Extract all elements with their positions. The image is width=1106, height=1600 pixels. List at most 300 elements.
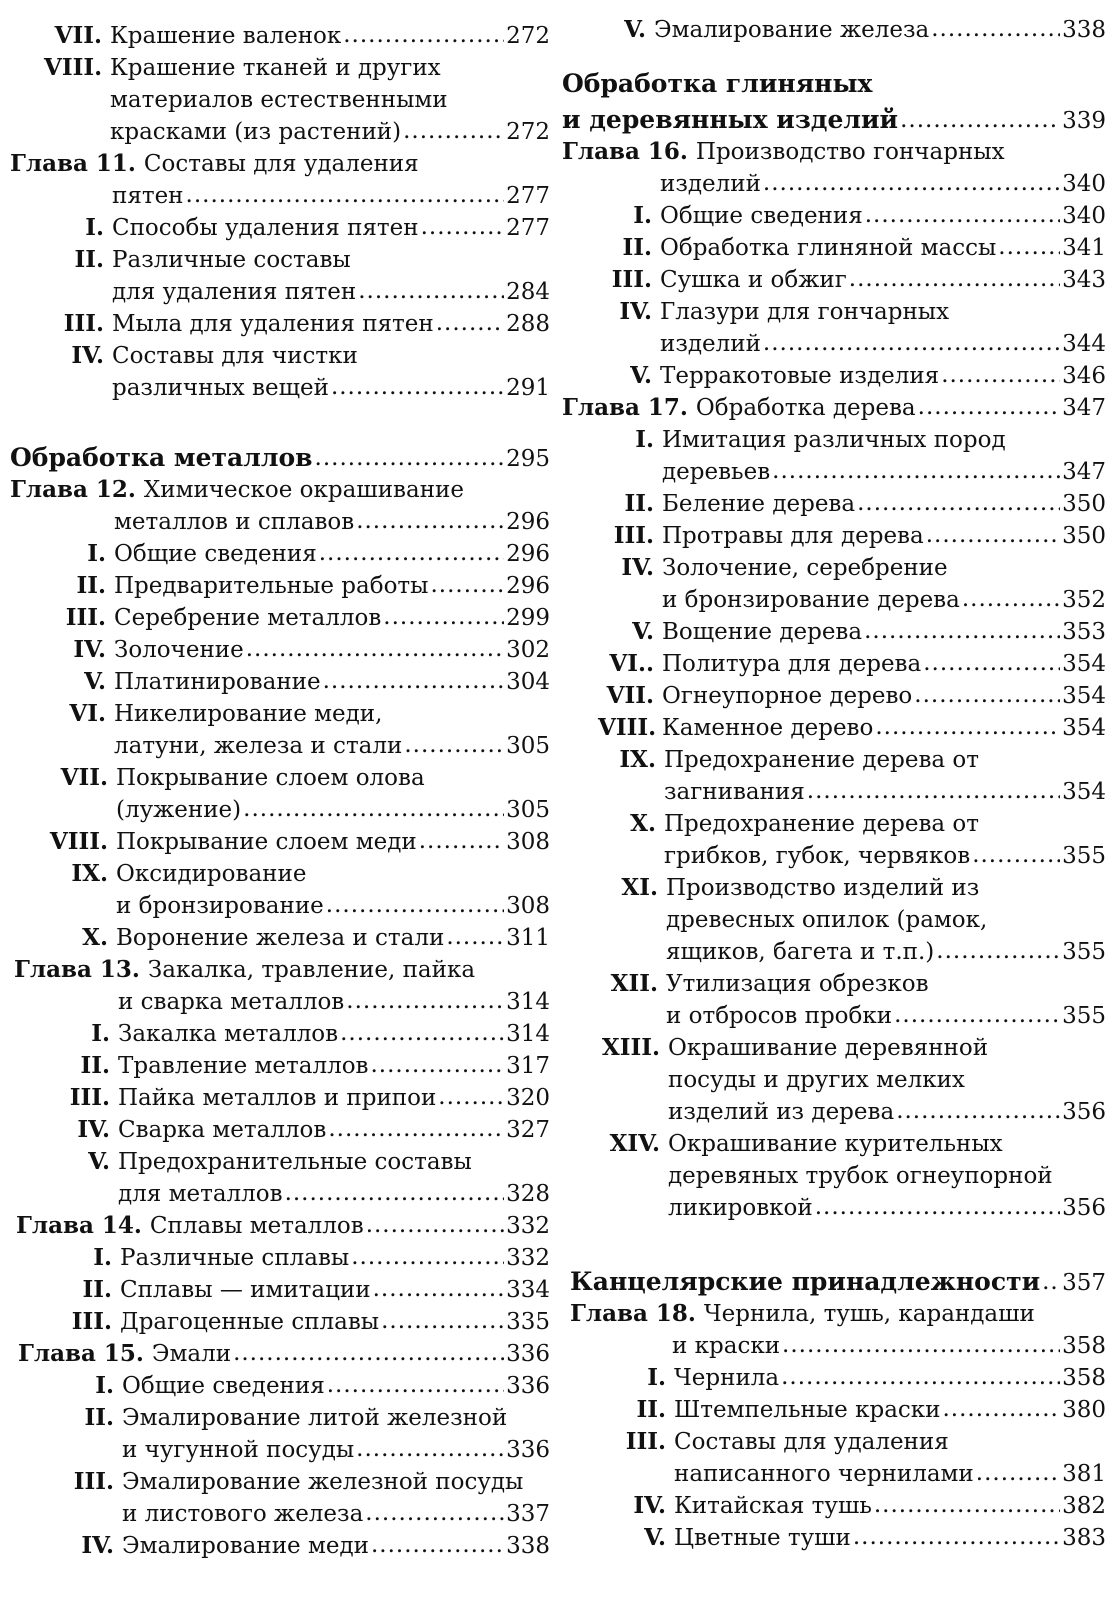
entry-title: Огнеупорное дерево — [662, 683, 913, 709]
entry-title: для металлов — [118, 1181, 283, 1207]
dot-leader — [896, 1095, 1060, 1127]
dot-leader — [972, 839, 1060, 871]
toc-entry — [0, 634, 550, 666]
section-number: II. — [80, 1052, 110, 1079]
page-number: 353 — [1062, 619, 1106, 645]
entry-title: Мыла для удаления пятен — [112, 311, 434, 337]
toc-entry — [562, 712, 1106, 744]
dot-leader — [328, 1113, 504, 1145]
entry-title: ликировкой — [668, 1195, 813, 1221]
entry-title: Золочение, серебрение — [662, 555, 948, 581]
entry-title: Политура для дерева — [662, 651, 922, 677]
page-number: 320 — [506, 1085, 550, 1111]
section-number: III. — [63, 310, 104, 337]
entry-title: ящиков, багета и т.п.) — [666, 939, 935, 965]
section-number: III. — [69, 1084, 110, 1111]
entry-title: Окрашивание курительных — [668, 1131, 1003, 1157]
dot-leader — [358, 275, 504, 307]
toc-entry — [0, 986, 550, 1018]
entry-title: и листового железа — [122, 1501, 364, 1527]
section-number: II. — [624, 490, 654, 517]
toc-entry — [562, 456, 1106, 488]
page-number: 354 — [1062, 683, 1106, 709]
entry-title: Драгоценные сплавы — [120, 1309, 380, 1335]
toc-entry — [562, 232, 1106, 264]
dot-leader — [864, 615, 1060, 647]
toc-entry — [0, 698, 550, 730]
dot-leader — [857, 487, 1060, 519]
section-number: I. — [635, 426, 654, 453]
dot-leader — [246, 633, 504, 665]
entry-title: Покрывание слоем меди — [116, 829, 417, 855]
toc-entry — [562, 1490, 1106, 1522]
entry-title: для удаления пятен — [112, 279, 357, 305]
section-number: IV. — [633, 1492, 666, 1519]
page-number: 347 — [1062, 395, 1106, 421]
entry-title: Эмалирование меди — [122, 1533, 369, 1559]
entry-title: Китайская тушь — [674, 1493, 872, 1519]
dot-leader — [763, 327, 1060, 359]
dot-leader — [923, 647, 1060, 679]
entry-title: Глазури для гончарных — [660, 299, 950, 325]
entry-title: Производство изделий из — [666, 875, 980, 901]
section-number: IV. — [77, 1116, 110, 1143]
toc-entry — [0, 1306, 550, 1338]
entry-title: Никелирование меди, — [114, 701, 383, 727]
toc-entry — [0, 1050, 550, 1082]
entry-title: Обработка дерева — [695, 395, 916, 421]
entry-title: Штемпельные краски — [674, 1397, 941, 1423]
dot-leader — [326, 889, 504, 921]
page-number: 355 — [1062, 843, 1106, 869]
section-number: I. — [91, 1020, 110, 1047]
page-number: 311 — [506, 925, 550, 951]
toc-entry — [562, 1458, 1106, 1490]
toc-entry — [562, 1330, 1106, 1362]
toc-entry — [0, 1338, 550, 1370]
dot-leader — [998, 231, 1060, 263]
entry-title: Покрывание слоем олова — [116, 765, 425, 791]
section-number: V. — [632, 618, 654, 645]
section-number: VIII. — [44, 54, 103, 81]
toc-entry — [562, 1362, 1106, 1394]
entry-title: Сварка металлов — [118, 1117, 327, 1143]
entry-title: изделий — [660, 331, 761, 357]
toc-entry — [562, 1096, 1106, 1128]
page-number: 337 — [506, 1501, 550, 1527]
entry-title: Предварительные работы — [114, 573, 429, 599]
toc-entry — [0, 1370, 550, 1402]
part-heading: Обработка глиняных — [562, 69, 873, 98]
dot-leader — [446, 921, 504, 953]
section-number: I. — [647, 1364, 666, 1391]
page-number: 347 — [1062, 459, 1106, 485]
page-number: 358 — [1062, 1365, 1106, 1391]
entry-title: и краски — [672, 1333, 781, 1359]
toc-entry — [0, 52, 550, 84]
page-number: 336 — [506, 1341, 550, 1367]
page-number: 346 — [1062, 363, 1106, 389]
toc-entry — [0, 116, 550, 148]
toc-entry — [0, 1466, 550, 1498]
page-number: 380 — [1062, 1397, 1106, 1423]
section-number: I. — [93, 1244, 112, 1271]
page-number: 340 — [1062, 203, 1106, 229]
page-number: 272 — [506, 23, 550, 49]
dot-leader — [404, 729, 504, 761]
toc-entry — [0, 1242, 550, 1274]
entry-title: древесных опилок (рамок, — [666, 907, 988, 933]
page-number: 296 — [506, 573, 550, 599]
dot-leader — [865, 199, 1060, 231]
chapter-number: Глава 18. — [570, 1300, 696, 1327]
entry-title: Каменное дерево — [662, 715, 874, 741]
toc-entry — [562, 14, 1106, 46]
toc-entry — [0, 20, 550, 52]
entry-title: Вощение дерева — [662, 619, 863, 645]
toc-entry — [562, 200, 1106, 232]
entry-title: Эмалирование железной посуды — [122, 1469, 524, 1495]
page-number: 277 — [506, 183, 550, 209]
chapter-number: Глава 12. — [10, 476, 136, 503]
page-number: 354 — [1062, 779, 1106, 805]
section-number: XI. — [621, 874, 658, 901]
page-number: 340 — [1062, 171, 1106, 197]
toc-entry — [0, 372, 550, 404]
page-number: 328 — [506, 1181, 550, 1207]
dot-leader — [419, 825, 504, 857]
page-number: 299 — [506, 605, 550, 631]
dot-leader — [914, 679, 1060, 711]
dot-leader — [807, 775, 1060, 807]
toc-entry — [562, 872, 1106, 904]
toc-entry — [562, 968, 1106, 1000]
dot-leader — [941, 359, 1060, 391]
entry-title: Травление металлов — [118, 1053, 369, 1079]
toc-entry — [562, 1064, 1106, 1096]
dot-leader — [371, 1529, 504, 1561]
entry-title: Эмалирование литой железной — [122, 1405, 508, 1431]
page-number: 357 — [1062, 1270, 1106, 1296]
entry-title: Беление дерева — [662, 491, 856, 517]
chapter-number: Глава 15. — [18, 1340, 144, 1367]
toc-entry — [0, 244, 550, 276]
page-number: 381 — [1062, 1461, 1106, 1487]
toc-entry — [0, 666, 550, 698]
section-number: III. — [73, 1468, 114, 1495]
section-number: III. — [625, 1428, 666, 1455]
toc-entry — [562, 1266, 1106, 1298]
toc-entry — [0, 762, 550, 794]
part-heading: и деревянных изделий — [562, 105, 899, 134]
entry-title: Окрашивание деревянной — [668, 1035, 989, 1061]
page-number: 352 — [1062, 587, 1106, 613]
entry-title: Предохранение дерева от — [664, 811, 979, 837]
page-number: 284 — [506, 279, 550, 305]
section-number: IV. — [81, 1532, 114, 1559]
dot-leader — [943, 1393, 1061, 1425]
toc-entry — [562, 552, 1106, 584]
entry-title: и сварка металлов — [118, 989, 345, 1015]
toc-entry — [562, 808, 1106, 840]
dot-leader — [366, 1209, 504, 1241]
dot-leader — [918, 391, 1060, 423]
page-number: 344 — [1062, 331, 1106, 357]
entry-title: различных вещей — [112, 375, 329, 401]
dot-leader — [356, 1433, 504, 1465]
toc-entry — [0, 890, 550, 922]
section-number: I. — [85, 214, 104, 241]
toc-entry — [562, 744, 1106, 776]
entry-title: Различные сплавы — [120, 1245, 350, 1271]
section-number: IV. — [73, 636, 106, 663]
section-number: VIII. — [49, 828, 108, 855]
toc-entry — [0, 212, 550, 244]
toc-entry — [0, 794, 550, 826]
section-number: V. — [624, 16, 646, 43]
entry-title: Имитация различных пород — [662, 427, 1006, 453]
dot-leader — [772, 455, 1060, 487]
page-number: 296 — [506, 541, 550, 567]
section-number: XII. — [610, 970, 658, 997]
entry-title: пятен — [112, 183, 184, 209]
entry-title: деревяных трубок огнеупорной — [668, 1163, 1053, 1189]
entry-title: Химическое окрашивание — [143, 477, 464, 503]
page-number: 356 — [1062, 1195, 1106, 1221]
entry-title: Цветные туши — [674, 1525, 851, 1551]
toc-entry — [0, 1178, 550, 1210]
entry-title: Золочение — [114, 637, 244, 663]
entry-title: Крашение валенок — [110, 23, 342, 49]
page-number: 355 — [1062, 1003, 1106, 1029]
entry-title: Различные составы — [112, 247, 351, 273]
entry-title: и бронзирование — [116, 893, 324, 919]
page-number: 358 — [1062, 1333, 1106, 1359]
toc-entry — [0, 1210, 550, 1242]
page-number: 308 — [506, 829, 550, 855]
section-number: V. — [644, 1524, 666, 1551]
section-number: X. — [82, 924, 108, 951]
toc-entry — [562, 840, 1106, 872]
section-number: XIII. — [601, 1034, 660, 1061]
toc-entry — [562, 360, 1106, 392]
entry-title: Составы для удаления — [143, 151, 419, 177]
entry-title: и бронзирование дерева — [662, 587, 960, 613]
chapter-number: Глава 14. — [16, 1212, 142, 1239]
section-number: III. — [611, 266, 652, 293]
entry-title: Предохранительные составы — [118, 1149, 472, 1175]
entry-title: Сплавы металлов — [149, 1213, 364, 1239]
page-number: 350 — [1062, 523, 1106, 549]
chapter-number: Глава 17. — [562, 394, 688, 421]
dot-leader — [356, 505, 504, 537]
entry-title: изделий из дерева — [668, 1099, 895, 1125]
section-number: X. — [630, 810, 656, 837]
page-number: 304 — [506, 669, 550, 695]
entry-title: Эмалирование железа — [654, 17, 930, 43]
toc-entry — [0, 442, 550, 474]
dot-leader — [383, 601, 504, 633]
toc-entry — [562, 1394, 1106, 1426]
section-number: II. — [622, 234, 652, 261]
page-number: 314 — [506, 989, 550, 1015]
toc-entry — [0, 1530, 550, 1562]
entry-title: Пайка металлов и припои — [118, 1085, 437, 1111]
section-number: II. — [636, 1396, 666, 1423]
entry-title: Общие сведения — [660, 203, 863, 229]
toc-entry — [0, 730, 550, 762]
section-number: IV. — [71, 342, 104, 369]
dot-leader — [319, 537, 504, 569]
toc-entry — [562, 936, 1106, 968]
toc-entry — [562, 392, 1106, 424]
dot-leader — [351, 1241, 504, 1273]
toc-entry — [0, 1498, 550, 1530]
section-number: VII. — [60, 764, 108, 791]
page-number: 302 — [506, 637, 550, 663]
page-number: 354 — [1062, 715, 1106, 741]
toc-entry — [0, 474, 550, 506]
toc-entry — [562, 424, 1106, 456]
dot-leader — [894, 999, 1060, 1031]
dot-leader — [285, 1177, 505, 1209]
section-number: XIV. — [609, 1130, 660, 1157]
dot-leader — [331, 371, 504, 403]
toc-entry — [0, 570, 550, 602]
page-number: 334 — [506, 1277, 550, 1303]
page-number: 338 — [1062, 17, 1106, 43]
toc-entry — [562, 68, 1106, 100]
page-number: 335 — [506, 1309, 550, 1335]
entry-title: Серебрение металлов — [114, 605, 382, 631]
page-number: 383 — [1062, 1525, 1106, 1551]
entry-title: загнивания — [664, 779, 805, 805]
entry-title: (лужение) — [116, 797, 242, 823]
section-number: III. — [71, 1308, 112, 1335]
toc-entry — [562, 1192, 1106, 1224]
entry-title: латуни, железа и стали — [114, 733, 403, 759]
page-number: 338 — [506, 1533, 550, 1559]
chapter-number: Глава 11. — [10, 150, 136, 177]
section-number: VIII. — [598, 714, 657, 741]
page-number: 296 — [506, 509, 550, 535]
entry-title: Составы для чистки — [112, 343, 358, 369]
page-number: 332 — [506, 1245, 550, 1271]
page-number: 288 — [506, 311, 550, 337]
toc-entry — [0, 180, 550, 212]
page-number: 277 — [506, 215, 550, 241]
dot-leader — [782, 1329, 1060, 1361]
section-number: III. — [613, 522, 654, 549]
page-number: 305 — [506, 797, 550, 823]
entry-title: Предохранение дерева от — [664, 747, 979, 773]
dot-leader — [874, 1489, 1060, 1521]
toc-entry — [0, 84, 550, 116]
toc-entry — [0, 1402, 550, 1434]
dot-leader — [849, 263, 1060, 295]
dot-leader — [243, 793, 504, 825]
toc-entry — [562, 584, 1106, 616]
section-number: IX. — [619, 746, 656, 773]
entry-title: материалов естественными — [110, 87, 448, 113]
toc-entry — [0, 308, 550, 340]
toc-entry — [0, 954, 550, 986]
section-number: IX. — [71, 860, 108, 887]
page-number: 354 — [1062, 651, 1106, 677]
page-number: 305 — [506, 733, 550, 759]
toc-entry — [562, 488, 1106, 520]
toc-entry — [562, 776, 1106, 808]
toc-entry — [562, 1160, 1106, 1192]
dot-leader — [381, 1305, 504, 1337]
entry-title: Эмали — [151, 1341, 232, 1367]
dot-leader — [343, 19, 504, 51]
toc-entry — [0, 922, 550, 954]
dot-leader — [323, 665, 504, 697]
entry-title: Терракотовые изделия — [660, 363, 940, 389]
toc-entry — [0, 276, 550, 308]
section-number: IV. — [621, 554, 654, 581]
dot-leader — [340, 1017, 504, 1049]
toc-entry — [0, 340, 550, 372]
toc-entry — [562, 1522, 1106, 1554]
toc-entry — [0, 538, 550, 570]
toc-entry — [562, 328, 1106, 360]
dot-leader — [373, 1273, 505, 1305]
toc-entry — [562, 264, 1106, 296]
section-number: III. — [65, 604, 106, 631]
page-number: 314 — [506, 1021, 550, 1047]
entry-title: и отбросов пробки — [666, 1003, 893, 1029]
part-heading: Обработка металлов — [10, 443, 313, 472]
toc-entry — [0, 1018, 550, 1050]
toc-entry — [0, 1146, 550, 1178]
dot-leader — [875, 711, 1060, 743]
section-number: II. — [74, 246, 104, 273]
dot-leader — [438, 1081, 504, 1113]
dot-leader — [763, 167, 1060, 199]
page-number: 341 — [1062, 235, 1106, 261]
entry-title: изделий — [660, 171, 761, 197]
entry-title: Общие сведения — [114, 541, 317, 567]
page-number: 272 — [506, 119, 550, 145]
dot-leader — [436, 307, 504, 339]
page-number: 291 — [506, 375, 550, 401]
dot-leader — [327, 1369, 504, 1401]
page-number: 295 — [506, 446, 550, 472]
entry-title: и чугунной посуды — [122, 1437, 355, 1463]
toc-entry — [562, 1426, 1106, 1458]
section-number: VI.. — [609, 650, 654, 677]
page-number: 327 — [506, 1117, 550, 1143]
entry-title: Сушка и обжиг — [660, 267, 847, 293]
toc-entry — [0, 602, 550, 634]
entry-title: Чернила, тушь, карандаши — [703, 1301, 1035, 1327]
section-number: IV. — [619, 298, 652, 325]
dot-leader — [926, 519, 1060, 551]
entry-title: Оксидирование — [116, 861, 307, 887]
page-number: 382 — [1062, 1493, 1106, 1519]
toc-entry — [562, 904, 1106, 936]
page-number: 339 — [1062, 108, 1106, 134]
dot-leader — [936, 935, 1060, 967]
toc-entry — [0, 1434, 550, 1466]
section-number: II. — [76, 572, 106, 599]
dot-leader — [815, 1191, 1060, 1223]
page-number: 308 — [506, 893, 550, 919]
toc-entry — [562, 296, 1106, 328]
toc-entry — [562, 104, 1106, 136]
